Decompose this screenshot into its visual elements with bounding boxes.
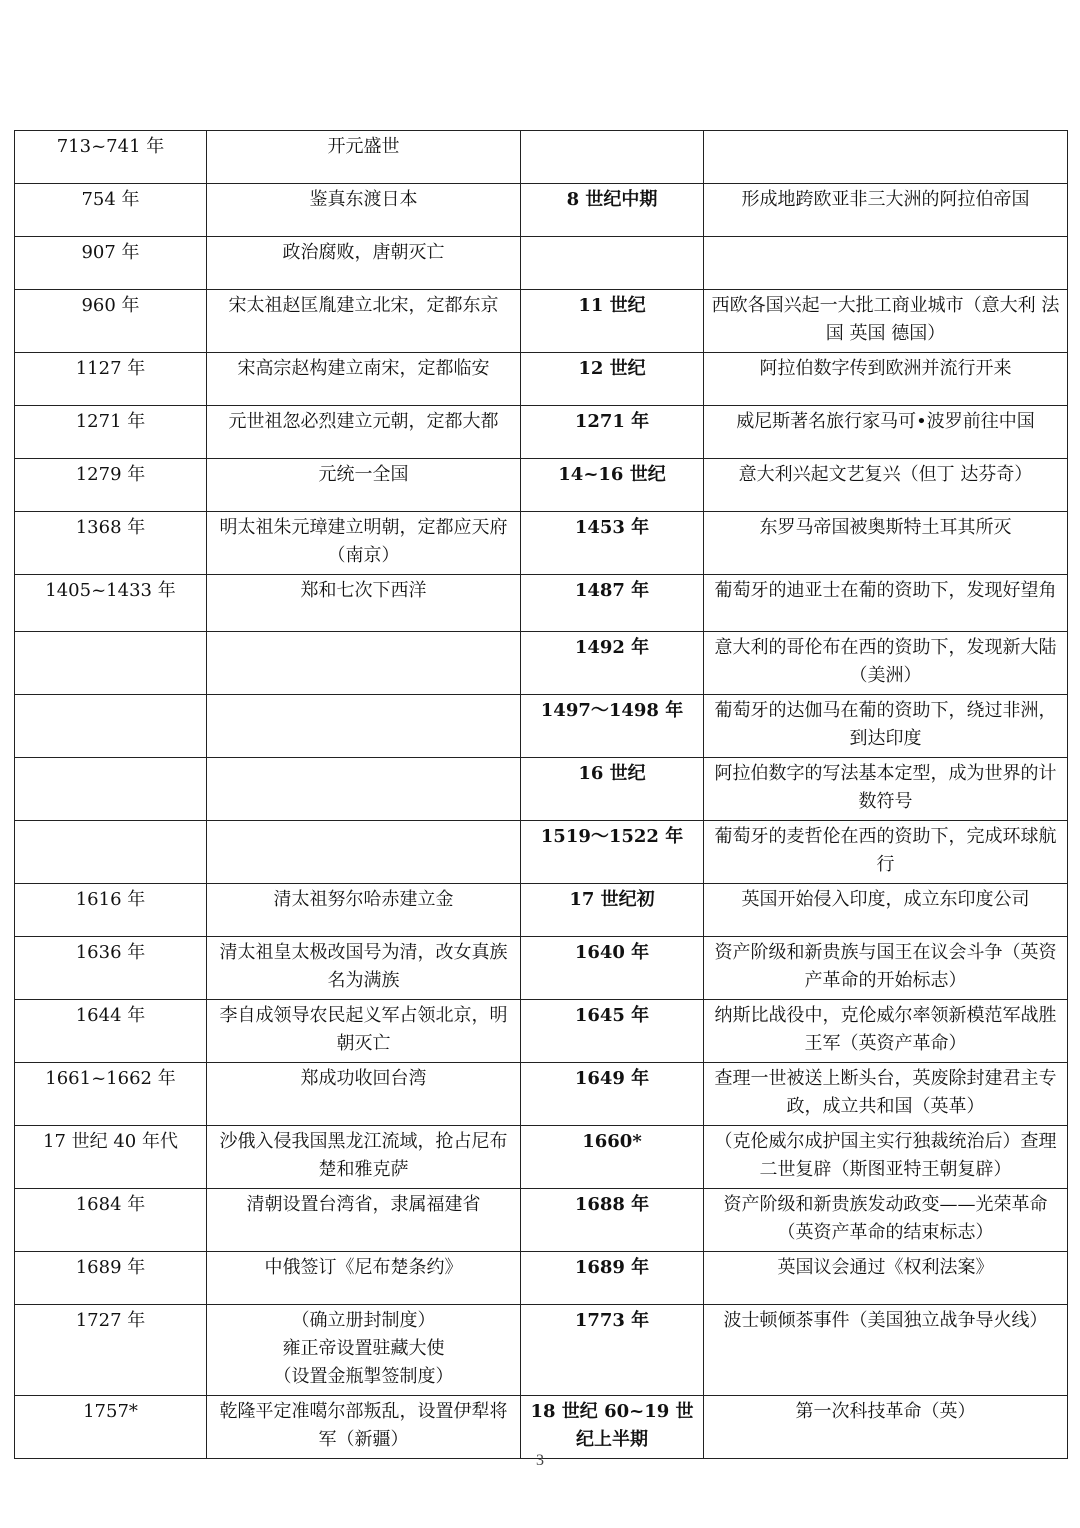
china-date-cell: 1616 年 [15, 884, 207, 937]
world-event-cell: 资产阶级和新贵族发动政变——光荣革命（英资产革命的结束标志） [704, 1189, 1068, 1252]
page-number: 3 [536, 1452, 544, 1469]
world-date-cell: 1660* [521, 1126, 704, 1189]
china-date-cell [15, 632, 207, 695]
china-date-cell: 1689 年 [15, 1252, 207, 1305]
world-event-cell: 第一次科技革命（英） [704, 1396, 1068, 1459]
china-date-cell: 960 年 [15, 290, 207, 353]
world-date-cell: 1487 年 [521, 575, 704, 632]
world-event-cell: 形成地跨欧亚非三大洲的阿拉伯帝国 [704, 184, 1068, 237]
china-date-cell [15, 821, 207, 884]
china-event-cell: 明太祖朱元璋建立明朝，定都应天府（南京） [207, 512, 521, 575]
world-event-cell: 英国开始侵入印度，成立东印度公司 [704, 884, 1068, 937]
world-date-cell: 1689 年 [521, 1252, 704, 1305]
china-event-cell: 开元盛世 [207, 131, 521, 184]
china-date-cell: 1661~1662 年 [15, 1063, 207, 1126]
china-event-cell: 宋高宗赵构建立南宋，定都临安 [207, 353, 521, 406]
china-date-cell: 1757* [15, 1396, 207, 1459]
world-event-cell: 葡萄牙的达伽马在葡的资助下，绕过非洲，到达印度 [704, 695, 1068, 758]
world-date-cell: 1773 年 [521, 1305, 704, 1396]
table-row [15, 1305, 1068, 1396]
china-event-cell: 郑成功收回台湾 [207, 1063, 521, 1126]
world-event-cell: 英国议会通过《权利法案》 [704, 1252, 1068, 1305]
world-event-cell: 资产阶级和新贵族与国王在议会斗争（英资产革命的开始标志） [704, 937, 1068, 1000]
world-date-cell: 11 世纪 [521, 290, 704, 353]
world-event-cell: 西欧各国兴起一大批工商业城市（意大利 法国 英国 德国） [704, 290, 1068, 353]
table-row [15, 1063, 1068, 1126]
world-event-cell: 东罗马帝国被奥斯特土耳其所灭 [704, 512, 1068, 575]
china-event-cell: 中俄签订《尼布楚条约》 [207, 1252, 521, 1305]
china-event-cell [207, 695, 521, 758]
world-event-cell: 查理一世被送上断头台，英废除封建君主专政，成立共和国（英革） [704, 1063, 1068, 1126]
china-event-cell: （确立册封制度） 雍正帝设置驻藏大使 （设置金瓶掣签制度） [207, 1305, 521, 1396]
china-event-cell: 沙俄入侵我国黑龙江流域，抢占尼布楚和雅克萨 [207, 1126, 521, 1189]
table-row [15, 884, 1068, 937]
world-event-cell: 纳斯比战役中，克伦威尔率领新模范军战胜王军（英资产革命） [704, 1000, 1068, 1063]
china-date-cell: 754 年 [15, 184, 207, 237]
china-event-cell: 清太祖努尔哈赤建立金 [207, 884, 521, 937]
table-row [15, 184, 1068, 237]
world-date-cell [521, 237, 704, 290]
world-date-cell: 17 世纪初 [521, 884, 704, 937]
china-date-cell: 1727 年 [15, 1305, 207, 1396]
china-event-cell: 鉴真东渡日本 [207, 184, 521, 237]
china-date-cell [15, 758, 207, 821]
china-date-cell: 1368 年 [15, 512, 207, 575]
world-event-cell: 意大利的哥伦布在西的资助下，发现新大陆（美洲） [704, 632, 1068, 695]
world-event-cell [704, 131, 1068, 184]
world-date-cell: 1453 年 [521, 512, 704, 575]
china-date-cell: 907 年 [15, 237, 207, 290]
table-row [15, 821, 1068, 884]
table-row [15, 237, 1068, 290]
china-event-cell: 政治腐败，唐朝灭亡 [207, 237, 521, 290]
table-row [15, 1396, 1068, 1459]
china-date-cell: 17 世纪 40 年代 [15, 1126, 207, 1189]
china-date-cell: 1405~1433 年 [15, 575, 207, 632]
table-row [15, 937, 1068, 1000]
china-date-cell: 1644 年 [15, 1000, 207, 1063]
world-date-cell [521, 131, 704, 184]
world-date-cell: 16 世纪 [521, 758, 704, 821]
world-date-cell: 8 世纪中期 [521, 184, 704, 237]
china-event-cell: 清朝设置台湾省，隶属福建省 [207, 1189, 521, 1252]
world-event-cell: （克伦威尔成护国主实行独裁统治后）查理二世复辟（斯图亚特王朝复辟） [704, 1126, 1068, 1189]
china-date-cell: 1279 年 [15, 459, 207, 512]
world-date-cell: 1645 年 [521, 1000, 704, 1063]
world-date-cell: 18 世纪 60~19 世纪上半期 [521, 1396, 704, 1459]
world-date-cell: 1497～1498 年 [521, 695, 704, 758]
china-date-cell [15, 695, 207, 758]
china-date-cell: 713~741 年 [15, 131, 207, 184]
china-event-cell: 元世祖忽必烈建立元朝，定都大都 [207, 406, 521, 459]
china-event-cell [207, 758, 521, 821]
world-event-cell: 威尼斯著名旅行家马可•波罗前往中国 [704, 406, 1068, 459]
world-date-cell: 1271 年 [521, 406, 704, 459]
table-row [15, 695, 1068, 758]
world-date-cell: 1519～1522 年 [521, 821, 704, 884]
china-event-cell: 乾隆平定准噶尔部叛乱，设置伊犁将军（新疆） [207, 1396, 521, 1459]
china-date-cell: 1127 年 [15, 353, 207, 406]
china-event-cell: 郑和七次下西洋 [207, 575, 521, 632]
table-row [15, 758, 1068, 821]
table-row [15, 406, 1068, 459]
world-date-cell: 1688 年 [521, 1189, 704, 1252]
world-date-cell: 1640 年 [521, 937, 704, 1000]
table-row [15, 131, 1068, 184]
world-date-cell: 1649 年 [521, 1063, 704, 1126]
table-row [15, 459, 1068, 512]
china-date-cell: 1636 年 [15, 937, 207, 1000]
world-event-cell: 葡萄牙的麦哲伦在西的资助下，完成环球航行 [704, 821, 1068, 884]
table-row [15, 353, 1068, 406]
china-date-cell: 1684 年 [15, 1189, 207, 1252]
world-event-cell: 阿拉伯数字传到欧洲并流行开来 [704, 353, 1068, 406]
history-timeline-table [14, 130, 1068, 1459]
china-event-cell [207, 632, 521, 695]
table-row [15, 1189, 1068, 1252]
table-row [15, 1126, 1068, 1189]
china-event-cell: 李自成领导农民起义军占领北京，明朝灭亡 [207, 1000, 521, 1063]
world-date-cell: 1492 年 [521, 632, 704, 695]
china-event-cell: 清太祖皇太极改国号为清，改女真族名为满族 [207, 937, 521, 1000]
china-event-cell: 宋太祖赵匡胤建立北宋，定都东京 [207, 290, 521, 353]
china-event-cell: 元统一全国 [207, 459, 521, 512]
world-event-cell: 葡萄牙的迪亚士在葡的资助下，发现好望角 [704, 575, 1068, 632]
world-event-cell: 意大利兴起文艺复兴（但丁 达芬奇） [704, 459, 1068, 512]
table-row [15, 632, 1068, 695]
table-row [15, 575, 1068, 632]
table-row [15, 512, 1068, 575]
world-date-cell: 12 世纪 [521, 353, 704, 406]
china-date-cell: 1271 年 [15, 406, 207, 459]
china-event-cell [207, 821, 521, 884]
table-row [15, 290, 1068, 353]
world-event-cell: 阿拉伯数字的写法基本定型，成为世界的计数符号 [704, 758, 1068, 821]
world-event-cell [704, 237, 1068, 290]
world-event-cell: 波士顿倾茶事件（美国独立战争导火线） [704, 1305, 1068, 1396]
timeline-table-body [15, 131, 1068, 1459]
world-date-cell: 14~16 世纪 [521, 459, 704, 512]
table-row [15, 1000, 1068, 1063]
table-row [15, 1252, 1068, 1305]
